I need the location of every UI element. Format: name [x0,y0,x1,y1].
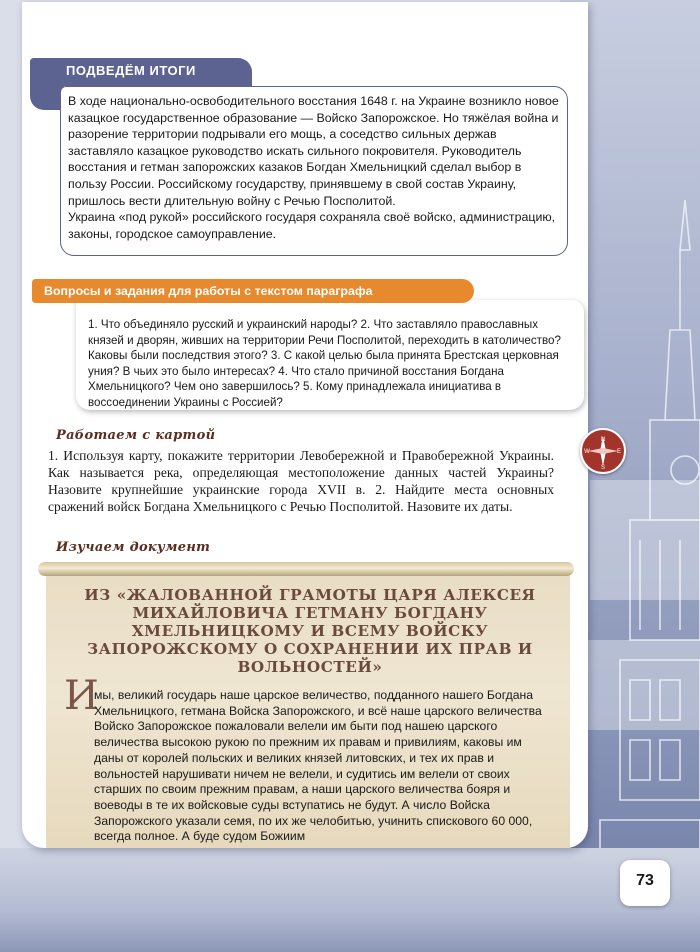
summary-paragraph-1: В ходе национально-освободительного восстания 1648 г. на Украине возникло новое казацкое государственное образование — Войско Запорожское. Но тяжёлая война и разорение территории подрывали его мощь, а соседство сильных держав заставляло казацкое руководство искать сильного покровителя. Руководитель восстания и гетман запорожских казаков Богдан Хмельницкий сделал выбор в пользу России. Российскому государству, принявшему в свой состав Украину, пришлось вести длительную войну с Речью Посполитой. [68,94,559,208]
map-task-text: 1. Используя карту, покажите территории Левобережной и Правобережной Украины. Как называется река, определяющая местоположение данных частей Украины? Назовите крупнейшие украинские города XVII в. 2. Найдите места основных сражений войск Богдана Хмельницкого с Речью Посполитой. Назовите их даты. [48,448,554,514]
map-task-heading: Работаем с картой [56,428,216,443]
document-text: мы, великий государь наше царское величество, подданного нашего Богдана Хмельницкого, гетмана Войска Запорожского, и всё наше царского величества Войско Запорожское пожаловали велели им быти под нашею царского величества высокою рукою по прежним их правам и привилиям, каковы им даны от королей польских и великих князей литовских, и тех их прав и вольностей нарушивати ничем не велели, и судитись им велели от своих старших по своим прежним правам, а наши царского величества бояря и воеводы в те их войсковые суды вступатись не будут. А число Войска Запорожского указали семя, по их же челобитью, учинить спискового 60 000, всегда полное. А буде судом Божиим [94,688,542,844]
summary-text [68,93,560,242]
questions-title: Вопросы и задания для работы с текстом параграфа [44,284,373,298]
decorative-bottom-band [0,848,700,952]
compass-east: E [616,449,622,455]
summary-paragraph-2: Украина «под рукой» российского государя сохраняла своё войско, администрацию, законы, городское самоуправление. [68,210,556,241]
document-title: ИЗ «ЖАЛОВАННОЙ ГРАМОТЫ ЦАРЯ АЛЕКСЕЯ МИХАЙЛОВИЧА ГЕТМАНУ БОГДАНУ ХМЕЛЬНИЦКОМУ И ВСЕМУ ВОЙСКУ ЗАПОРОЖСКОМУ О СОХРАНЕНИИ ИХ ПРАВ И ВОЛЬНОСТЕЙ» [84,586,536,676]
summary-title: ПОДВЕДЁМ ИТОГИ [66,63,196,78]
scroll-rod [38,562,574,576]
document-dropcap: И [64,673,99,719]
compass-west: W [584,449,590,455]
compass-south: S [600,465,606,471]
compass-icon [580,428,626,474]
compass-rose-icon [582,430,624,472]
questions-text: 1. Что объединяло русский и украинский народы? 2. Что заставляло православных князей и дворян, живших на территории Речи Посполитой, переходить в католичество? Каковы были последствия этого? 3. С какой целью была принята Брестская церковная уния? В чьих это было интересах? 4. Что стало причиной восстания Богдана Хмельницкого? Чем оно завершилось? 5. Кому принадлежала инициатива в воссоединении Украины с Россией? [88,318,561,409]
compass-north: N [600,437,606,443]
page-number: 73 [636,872,654,889]
document-heading: Изучаем документ [56,540,211,555]
